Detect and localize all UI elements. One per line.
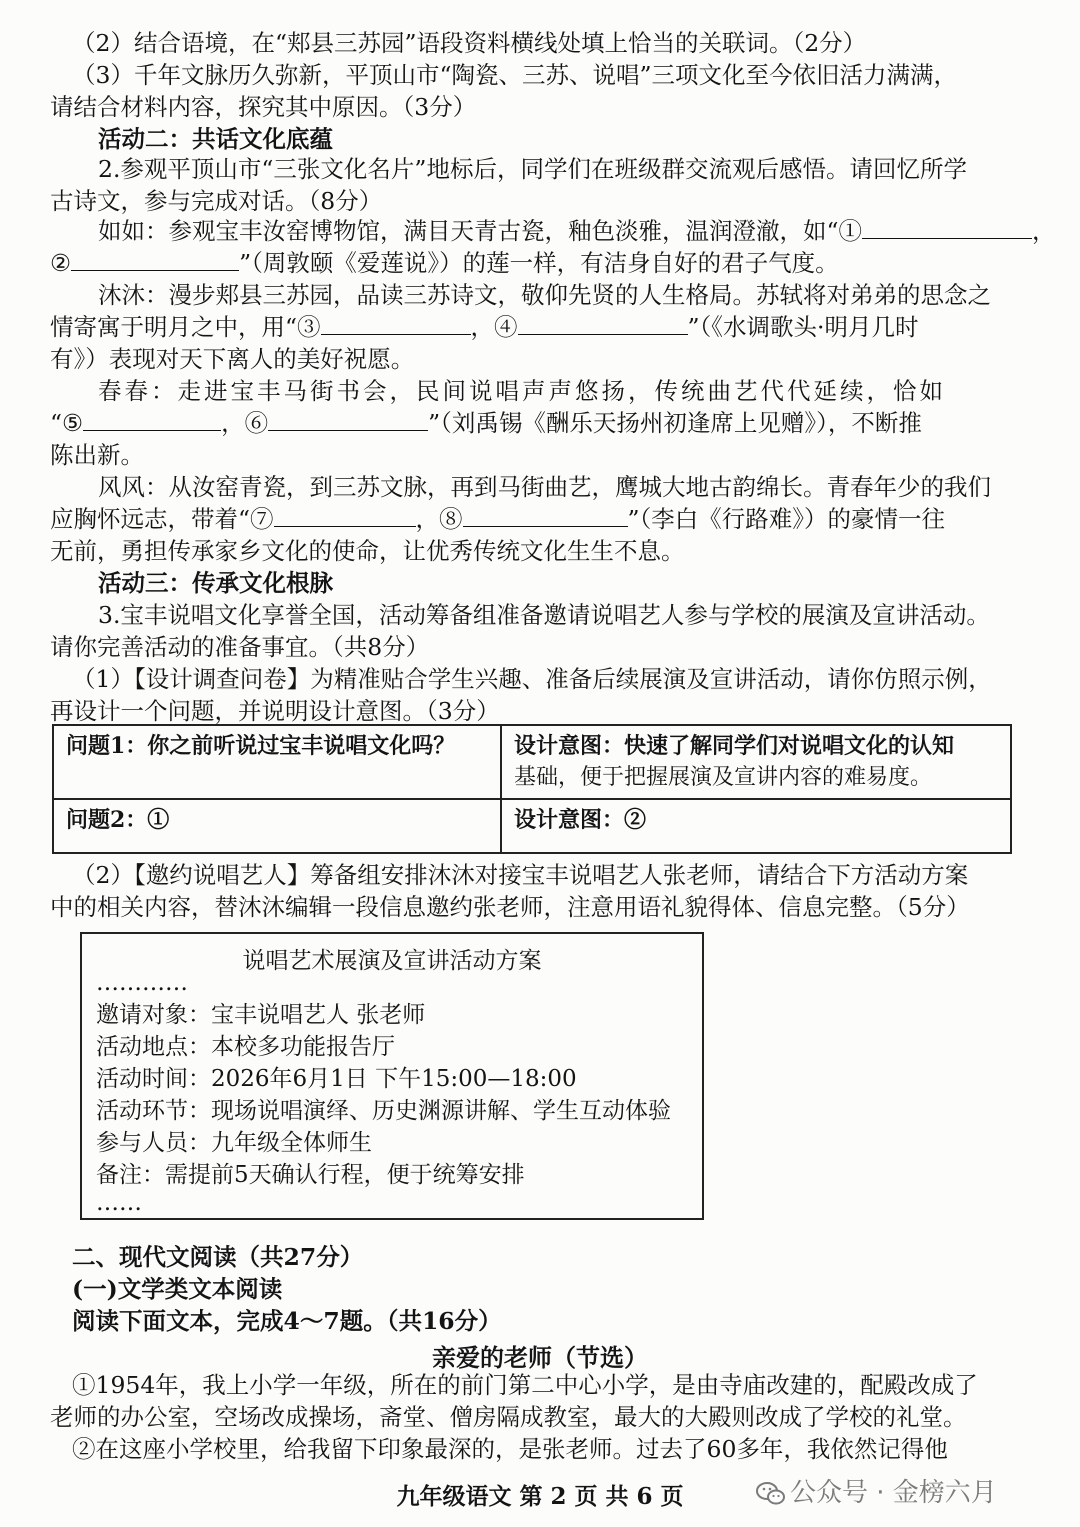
dialogue-fengfeng-end: 无前，勇担传承家乡文化的使命，让优秀传统文化生生不息。	[50, 537, 685, 565]
dialogue-fengfeng: 风风：从汝窑青瓷，到三苏文脉，再到马街曲艺，鹰城大地古韵绵长。青春年少的我们	[98, 473, 991, 501]
survey-table	[52, 724, 1012, 854]
blank-3[interactable]	[321, 312, 471, 335]
page-footer: 九年级语文 第 2 页 共 6 页	[396, 1483, 684, 1510]
plan-place: 活动地点：本校多功能报告厅	[96, 1034, 395, 1060]
blank-6[interactable]	[268, 408, 428, 431]
blank-1[interactable]	[862, 216, 1032, 239]
table-row	[53, 799, 1011, 853]
dialogue-chunchun: 春春：走进宝丰马街书会，民间说唱声声悠扬，传统曲艺代代延续，恰如	[98, 377, 946, 405]
watermark: 公众号 · 金榜六月	[756, 1472, 997, 1509]
section-2-instruction: 阅读下面文本，完成4～7题。（共16分）	[72, 1307, 502, 1335]
question-2-cell[interactable]: 问题2：①	[53, 799, 501, 853]
question-2-cont: 古诗文，参与完成对话。（8分）	[50, 187, 383, 215]
section-2-sub: (一)文学类文本阅读	[72, 1275, 283, 1303]
section-2-title: 二、现代文阅读（共27分）	[72, 1243, 364, 1271]
question-3-1: （1）【设计调查问卷】为精准贴合学生兴趣、准备后续展演及宣讲活动，请你仿照示例，	[72, 665, 992, 693]
question-3-2: （2）【邀约说唱艺人】筹备组安排沐沐对接宝丰说唱艺人张老师，请结合下方活动方案	[72, 861, 969, 889]
question-1-3-cont: 请结合材料内容，探究其中原因。（3分）	[50, 93, 477, 121]
article-title: 亲爱的老师（节选）	[432, 1343, 648, 1372]
plan-time: 活动时间：2026年6月1日 下午15:00—18:00	[96, 1066, 577, 1092]
plan-dots-bottom: ……	[96, 1190, 142, 1216]
blank-2[interactable]	[71, 248, 239, 271]
question-1-2: （2）结合语境，在“郏县三苏园”语段资料横线处填上恰当的关联词。（2分）	[72, 29, 867, 57]
question-3-cont: 请你完善活动的准备事宜。（共8分）	[50, 633, 430, 661]
plan-dots-top: …………	[96, 970, 188, 996]
dialogue-ruru: 如如：参观宝丰汝窑博物馆，满目天青古瓷，釉色淡雅，温润澄澈，如“① ，	[98, 217, 1056, 245]
dialogue-fengfeng-cont: 应胸怀远志，带着“⑦ ，⑧ ”（李白《行路难》）的豪情一往	[50, 505, 946, 533]
plan-people: 参与人员：九年级全体师生	[96, 1130, 372, 1156]
plan-invite: 邀请对象：宝丰说唱艺人 张老师	[96, 1002, 426, 1028]
question-3-1-cont: 再设计一个问题，并说明设计意图。（3分）	[50, 697, 500, 725]
dialogue-mumu-end: 有》）表现对天下离人的美好祝愿。	[50, 345, 415, 373]
question-1-3: （3）千年文脉历久弥新，平顶山市“陶瓷、三苏、说唱”三项文化至今依旧活力满满，	[72, 61, 957, 89]
dialogue-mumu-cont: 情寄寓于明月之中，用“③ ，④ ”（《水调歌头·明月几时	[50, 313, 919, 341]
intent-1-cell: 设计意图：快速了解同学们对说唱文化的认知 基础，便于把握展演及宣讲内容的难易度。	[501, 725, 1011, 799]
blank-5[interactable]	[83, 408, 221, 431]
activity-2-heading: 活动二：共话文化底蕴	[98, 125, 333, 153]
dialogue-mumu: 沐沐：漫步郏县三苏园，品读三苏诗文，敬仰先贤的人生格局。苏轼将对弟弟的思念之	[98, 281, 991, 309]
activity-3-heading: 活动三：传承文化根脉	[98, 569, 333, 597]
blank-4[interactable]	[518, 312, 688, 335]
article-paragraph-2: ②在这座小学校里，给我留下印象最深的，是张老师。过去了60多年，我依然记得他	[72, 1435, 948, 1463]
blank-8[interactable]	[463, 504, 628, 527]
blank-7[interactable]	[274, 504, 416, 527]
activity-plan-box	[80, 932, 704, 1220]
dialogue-chunchun-end: 陈出新。	[50, 441, 144, 469]
question-3-2-cont: 中的相关内容，替沐沐编辑一段信息邀约张老师，注意用语礼貌得体、信息完整。（5分）	[50, 893, 970, 921]
plan-note: 备注：需提前5天确认行程，便于统筹安排	[96, 1162, 525, 1188]
dialogue-chunchun-cont: “⑤ ，⑥ ”（刘禹锡《酬乐天扬州初逢席上见赠》），不断推	[50, 409, 922, 437]
plan-title: 说唱艺术展演及宣讲活动方案	[242, 948, 542, 974]
plan-sections: 活动环节：现场说唱演绎、历史渊源讲解、学生互动体验	[96, 1098, 671, 1124]
question-3: 3.宝丰说唱文化享誉全国，活动筹备组准备邀请说唱艺人参与学校的展演及宣讲活动。	[98, 601, 990, 629]
article-paragraph-1-cont: 老师的办公室，空场改成操场，斋堂、僧房隔成教室，最大的大殿则改成了学校的礼堂。	[50, 1403, 967, 1431]
dialogue-ruru-cont: ② ”（周敦颐《爱莲说》）的莲一样，有洁身自好的君子气度。	[50, 249, 839, 277]
intent-2-cell[interactable]: 设计意图：②	[501, 799, 1011, 853]
article-paragraph-1: ①1954年，我上小学一年级，所在的前门第二中心小学，是由寺庙改建的，配殿改成了	[72, 1371, 978, 1399]
table-row	[53, 725, 1011, 799]
question-1-cell: 问题1：你之前听说过宝丰说唱文化吗？	[53, 725, 501, 799]
question-2: 2.参观平顶山市“三张文化名片”地标后，同学们在班级群交流观后感悟。请回忆所学	[98, 155, 967, 183]
wechat-icon	[756, 1481, 786, 1507]
